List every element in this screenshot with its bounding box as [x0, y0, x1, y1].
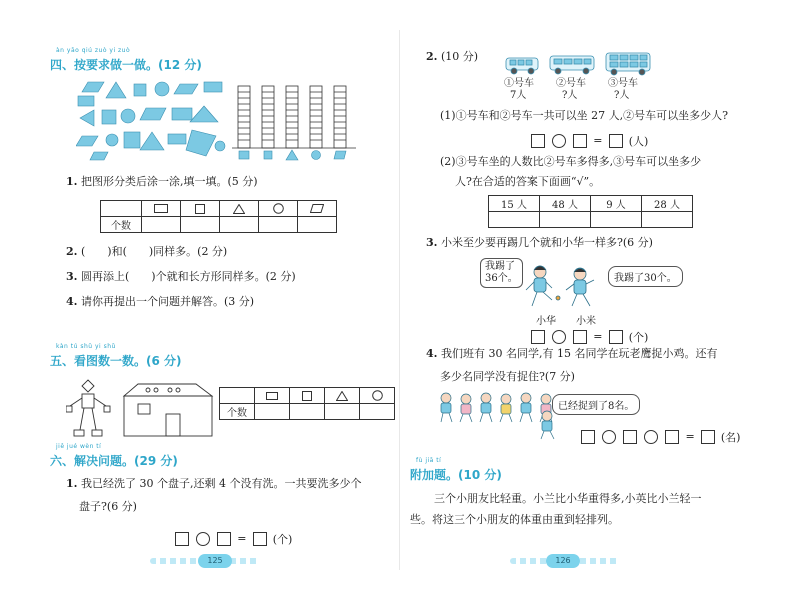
checkmark-cell[interactable]: [489, 212, 540, 228]
row-label: 个数: [101, 217, 142, 233]
child-figure: [441, 393, 452, 422]
vehicle-label-2: [556, 78, 586, 102]
triangle-shape: [106, 82, 126, 98]
question-score: (10 分): [440, 50, 479, 63]
operator-circle[interactable]: [644, 430, 658, 444]
question-2-sub2-continued: 人?在合适的答案下面画“√”。: [455, 175, 601, 188]
bubble-text: 36个。: [485, 273, 518, 284]
answer-equation: [580, 426, 740, 445]
answer-cell[interactable]: [360, 404, 395, 420]
child-figure: [520, 393, 532, 422]
bonus-pinyin: fù jiā tí: [416, 457, 442, 464]
option-cell: 28 人: [642, 196, 693, 212]
question-number: 2.: [66, 245, 78, 258]
question-text: 把图形分类后涂一涂,填一填。(5 分): [80, 175, 258, 188]
question-2-title: [426, 50, 478, 64]
answer-box[interactable]: [531, 134, 545, 148]
triangle-icon: [336, 391, 348, 401]
question-4-3: [66, 270, 296, 284]
table-header-row: [220, 388, 395, 404]
speech-bubble-left: [480, 258, 523, 288]
operator-circle[interactable]: [552, 330, 566, 344]
question-text-continued: 盘子?(6 分): [79, 500, 137, 513]
answer-equation: [530, 130, 648, 149]
answer-cell[interactable]: [220, 217, 259, 233]
circle-icon: [372, 390, 383, 401]
double-decker-bus-icon: [606, 53, 650, 75]
triangle-shape: [190, 106, 218, 122]
question-number: 3.: [426, 236, 438, 249]
square-icon: [264, 151, 272, 159]
boy-illustration: [566, 268, 594, 306]
table-row: [101, 217, 337, 233]
answer-box[interactable]: [701, 430, 715, 444]
table-row: [489, 212, 693, 228]
answer-box[interactable]: [623, 430, 637, 444]
answer-box[interactable]: [573, 134, 587, 148]
table-row: [220, 404, 395, 420]
question-number: 2.: [426, 50, 438, 63]
section4-heading: 四、按要求做一做。(12 分): [50, 58, 202, 72]
table-row: [489, 196, 693, 212]
unit-label: (人): [628, 134, 649, 148]
parallelogram-shape: [76, 136, 98, 146]
answer-box[interactable]: [253, 532, 267, 546]
question-4-2: [66, 245, 227, 259]
bubble-text: 我踢了: [485, 261, 515, 272]
row-label: 个数: [220, 404, 255, 420]
answer-box[interactable]: [573, 330, 587, 344]
vehicles-figure: [504, 52, 654, 76]
tally-column: [262, 86, 274, 148]
question-text: 我已经洗了 30 个盘子,还剩 4 个没有洗。一共要洗多少个: [80, 477, 362, 490]
square-shape: [124, 132, 140, 148]
answer-box[interactable]: [609, 330, 623, 344]
bonus-text: 三个小朋友比轻重。小兰比小华重得多,小英比小兰轻一: [434, 492, 702, 505]
answer-equation: [530, 326, 648, 345]
bonus-heading: 附加题。(10 分): [410, 468, 502, 482]
shapes-figure: [76, 80, 226, 164]
answer-cell[interactable]: [142, 217, 181, 233]
section4-pinyin: àn yāo qiú zuò yi zuò: [56, 47, 131, 54]
answer-equation: [174, 528, 292, 547]
question-number: 3.: [66, 270, 78, 283]
answer-cell[interactable]: [259, 217, 298, 233]
question-number: 1.: [66, 175, 78, 188]
equals-sign: =: [237, 532, 247, 545]
parallelogram-icon: [310, 204, 324, 213]
kid-name-right: 小米: [576, 316, 596, 327]
parallelogram-shape: [82, 82, 104, 92]
circle-icon: [312, 151, 321, 160]
section5-pinyin: kàn tú shǔ yi shǔ: [56, 343, 116, 350]
question-text: ( )和( )同样多。(2 分): [80, 245, 228, 258]
parallelogram-shape: [140, 108, 166, 120]
child-figure: [500, 394, 512, 422]
question-number: 4.: [426, 347, 438, 360]
triangle-icon: [286, 150, 298, 160]
rectangle-shape: [78, 96, 94, 106]
checkmark-cell[interactable]: [591, 212, 642, 228]
question-4-4: [66, 295, 254, 309]
answer-cell[interactable]: [255, 404, 290, 420]
unit-label: (个): [272, 532, 293, 546]
section5-heading: 五、看图数一数。(6 分): [50, 354, 182, 368]
right-page: [400, 0, 800, 594]
rectangle-shape: [204, 82, 222, 92]
operator-circle[interactable]: [552, 134, 566, 148]
rectangle-icon: [154, 204, 168, 213]
question-text: 我们班有 30 名同学,有 15 名同学在玩老鹰捉小鸡。还有: [440, 347, 718, 360]
square-shape: [134, 84, 146, 96]
answer-box[interactable]: [175, 532, 189, 546]
circle-shape: [121, 109, 135, 123]
answer-cell[interactable]: [181, 217, 220, 233]
eagle-child-figure: [536, 410, 558, 440]
page-number: 125: [198, 554, 232, 568]
house-drawing: [124, 384, 212, 436]
operator-circle[interactable]: [602, 430, 616, 444]
quadrilateral-shape: [186, 130, 216, 156]
robot-house-figure: [66, 378, 218, 440]
parallelogram-shape: [174, 84, 198, 94]
question-text: 请你再提出一个问题并解答。(3 分): [80, 295, 255, 308]
section6-pinyin: jiě jué wèn tí: [56, 443, 102, 450]
answer-cell[interactable]: [298, 217, 337, 233]
circle-shape: [155, 82, 169, 96]
answer-box[interactable]: [217, 532, 231, 546]
speech-bubble: 已经捉到了8名。: [552, 394, 640, 415]
rectangle-shape: [172, 108, 192, 120]
vehicle-name: ③号车: [608, 78, 638, 89]
question-2-sub1: (1)①号车和②号车一共可以坐 27 人,②号车可以坐多少人?: [440, 109, 728, 122]
question-text: 圆再添上( )个就和长方形同样多。(2 分): [80, 270, 296, 283]
section6-heading: 六、解决问题。(29 分): [50, 454, 178, 468]
vehicle-capacity: 7人: [510, 90, 527, 101]
child-figure: [460, 394, 472, 422]
unit-label: (名): [720, 430, 741, 444]
question-3: [426, 236, 653, 250]
question-2-sub2: (2)③号车坐的人数比②号车多得多,③号车可以坐多少: [440, 155, 702, 168]
square-icon: [302, 391, 312, 401]
circle-icon: [273, 203, 284, 214]
answer-box[interactable]: [531, 330, 545, 344]
option-cell: 48 人: [540, 196, 591, 212]
vehicle-name: ②号车: [556, 78, 586, 89]
parallelogram-icon: [334, 151, 346, 159]
question-4-1: [66, 175, 258, 189]
rectangle-shape: [168, 134, 186, 144]
rectangle-icon: [239, 151, 249, 159]
question-4: [426, 347, 717, 361]
question-4-continued: 多少名同学没有捉住?(7 分): [440, 370, 575, 383]
question-number: 4.: [66, 295, 78, 308]
vehicle-label-3: [608, 78, 638, 102]
speech-bubble-right: 我踢了30个。: [608, 266, 683, 287]
operator-circle[interactable]: [196, 532, 210, 546]
answer-cell[interactable]: [290, 404, 325, 420]
tally-column: [334, 86, 346, 148]
child-figure: [480, 393, 492, 422]
tally-column: [310, 86, 322, 148]
square-icon: [195, 204, 205, 214]
option-cell: 15 人: [489, 196, 540, 212]
question-6-1: [66, 477, 361, 491]
answer-cell[interactable]: [325, 404, 360, 420]
answer-box[interactable]: [665, 430, 679, 444]
page-number: 126: [546, 554, 580, 568]
rectangle-icon: [266, 392, 278, 400]
answer-options-table: [488, 195, 693, 228]
checkmark-cell[interactable]: [642, 212, 693, 228]
figure-count-table: [219, 387, 395, 420]
girl-illustration: [526, 266, 552, 306]
robot-drawing: [66, 380, 110, 436]
kid-name-left: 小华: [536, 316, 556, 327]
circle-shape: [215, 141, 225, 151]
bonus-text-continued: 些。将这三个小朋友的体重由重到轻排列。: [410, 513, 619, 526]
vehicle-name: ①号车: [504, 78, 534, 89]
equals-sign: =: [593, 330, 603, 343]
equals-sign: =: [685, 430, 695, 443]
circle-shape: [106, 134, 118, 146]
triangle-icon: [233, 204, 245, 214]
question-number: 1.: [66, 477, 78, 490]
answer-box[interactable]: [609, 134, 623, 148]
tally-column: [238, 86, 250, 148]
vehicle-capacity: ?人: [614, 90, 630, 101]
equals-sign: =: [593, 134, 603, 147]
van-icon: [506, 58, 538, 74]
square-shape: [102, 110, 116, 124]
triangle-shape: [140, 132, 164, 150]
tally-chart: [232, 84, 358, 162]
option-cell: 9 人: [591, 196, 642, 212]
parallelogram-shape: [90, 152, 108, 160]
shape-count-table: [100, 200, 337, 233]
vehicle-label-1: [504, 78, 534, 102]
checkmark-cell[interactable]: [540, 212, 591, 228]
kids-figure: [520, 262, 600, 310]
shuttlecock-icon: [556, 296, 560, 300]
question-text: 小米至少要再踢几个就和小华一样多?(6 分): [440, 236, 653, 249]
bus-icon: [550, 56, 594, 74]
unit-label: (个): [628, 330, 649, 344]
table-header-row: [101, 201, 337, 217]
triangle-shape: [80, 110, 94, 126]
tally-column: [286, 86, 298, 148]
answer-box[interactable]: [581, 430, 595, 444]
vehicle-capacity: ?人: [562, 90, 578, 101]
